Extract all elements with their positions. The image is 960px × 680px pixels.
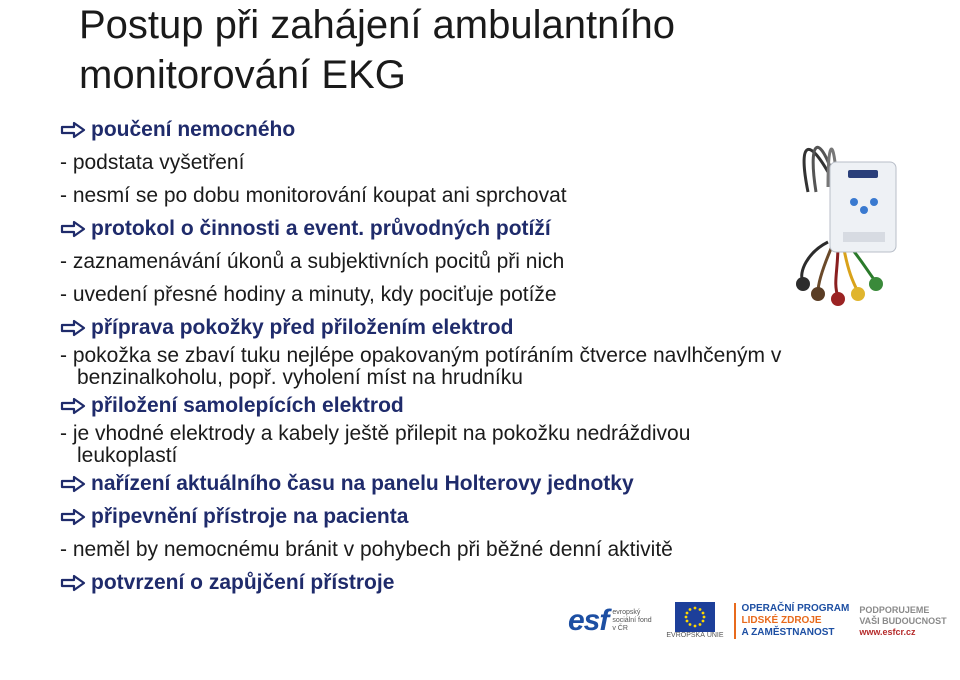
heading-text: nařízení aktuálního času na panelu Holterovy jednotky xyxy=(91,472,634,495)
detail-text-continuation: benzinalkoholu, popř. vyholení míst na hrudníku xyxy=(77,366,523,389)
outline-right-arrow-icon xyxy=(60,397,86,415)
outline-right-arrow-icon xyxy=(60,475,86,493)
support-logo xyxy=(859,605,946,638)
eu-funding-logos xyxy=(568,598,950,644)
heading-text: přiložení samolepících elektrod xyxy=(91,394,404,417)
eu-flag-icon xyxy=(675,602,715,632)
heading-item xyxy=(60,566,920,599)
eu-logo xyxy=(666,602,723,640)
esf-logo xyxy=(568,604,656,638)
support-line-1: PODPORUJEME xyxy=(859,604,930,615)
outline-right-arrow-icon xyxy=(60,574,86,592)
esf-mark: esf xyxy=(568,604,609,637)
eu-caption: EVROPSKÁ UNIE xyxy=(666,632,724,639)
op-line-2: LIDSKÉ ZDROJE xyxy=(741,615,822,626)
heading-text: připevnění přístroje na pacienta xyxy=(91,505,409,528)
detail-text: - je vhodné elektrody a kabely ještě přilepit na pokožku nedráždivou xyxy=(60,422,691,445)
detail-item xyxy=(60,422,920,467)
support-line-2: VAŠI BUDOUCNOST xyxy=(859,615,947,626)
outline-right-arrow-icon xyxy=(60,319,86,337)
op-logo xyxy=(734,603,850,639)
detail-text: - uvedení přesné hodiny a minuty, kdy pociťuje potíže xyxy=(60,283,557,306)
detail-text: - zaznamenávání úkonů a subjektivních pocitů při nich xyxy=(60,250,565,273)
detail-text: - podstata vyšetření xyxy=(60,151,245,174)
support-url: www.esfcr.cz xyxy=(859,626,916,637)
heading-item xyxy=(60,389,920,422)
heading-text: poučení nemocného xyxy=(91,118,296,141)
heading-text: příprava pokožky před přiložením elektrod xyxy=(91,316,514,339)
outline-right-arrow-icon xyxy=(60,220,86,238)
detail-text-continuation: leukoplastí xyxy=(77,444,178,467)
detail-item xyxy=(60,344,920,389)
heading-text: potvrzení o zapůjčení přístroje xyxy=(91,571,395,594)
outline-right-arrow-icon xyxy=(60,121,86,139)
heading-item xyxy=(60,311,920,344)
esf-caption: evropský sociální fond v ČR xyxy=(612,609,652,632)
op-line-1: OPERAČNÍ PROGRAM xyxy=(741,603,850,614)
holter-device-image xyxy=(788,132,908,312)
detail-item xyxy=(60,533,920,566)
detail-text: - pokožka se zbaví tuku nejlépe opakovaným potíráním čtverce navlhčeným v xyxy=(60,344,782,367)
heading-item xyxy=(60,500,920,533)
slide-title: Postup při zahájení ambulantního monitorování EKG xyxy=(79,3,675,97)
detail-text: - neměl by nemocnému bránit v pohybech při běžné denní aktivitě xyxy=(60,538,673,561)
detail-text: - nesmí se po dobu monitorování koupat ani sprchovat xyxy=(60,184,567,207)
outline-right-arrow-icon xyxy=(60,508,86,526)
op-line-3: A ZAMĚSTNANOST xyxy=(741,627,835,638)
heading-item xyxy=(60,467,920,500)
heading-text: protokol o činnosti a event. průvodných potíží xyxy=(91,217,551,240)
